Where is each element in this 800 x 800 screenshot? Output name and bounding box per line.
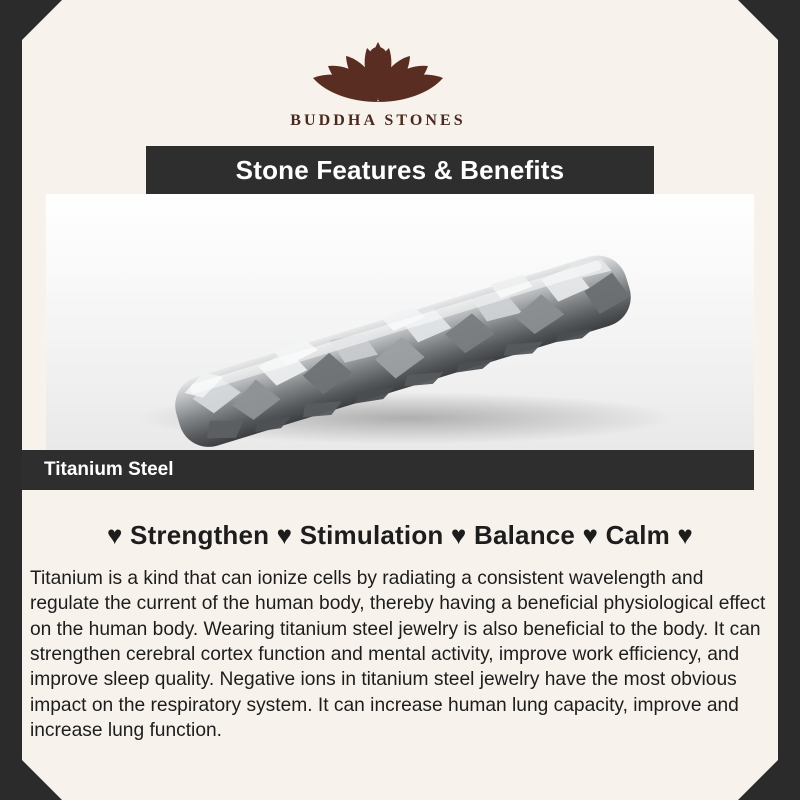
lotus-meditation-icon	[0, 14, 756, 110]
benefits-headline: ♥ Strengthen ♥ Stimulation ♥ Balance ♥ Calm ♥	[106, 520, 694, 550]
section-title-bar	[146, 146, 654, 194]
description-paragraph: Titanium is a kind that can ionize cells by radiating a consistent wavelength and regulate the current of the human body, thereby having a beneficial physiological effect on the human body. Wearing titanium steel jewelry is also beneficial to the body. It can strengthen cerebral cortex function and mental activity, improve work efficiency, and improve sleep quality. Negative ions in titanium steel jewelry have the most obvious impact on the respiratory system. It can increase human lung capacity, improve and increase lung function.	[30, 568, 766, 742]
image-caption-bar	[22, 450, 754, 490]
right-border-bar	[778, 0, 800, 800]
product-photo	[46, 194, 754, 450]
page-title: Stone Features & Benefits	[235, 154, 565, 185]
material-name: Titanium Steel	[44, 459, 174, 480]
brand-name: BUDDHA STONES	[290, 112, 466, 129]
brand-logo-block	[0, 14, 756, 130]
